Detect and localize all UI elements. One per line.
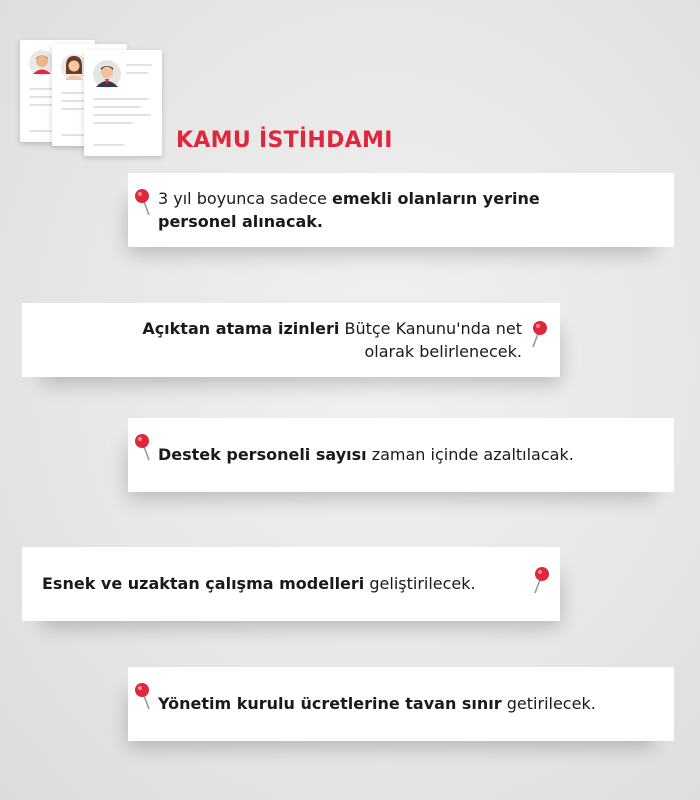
- pushpin-icon: [134, 432, 156, 462]
- pushpin-icon: [134, 187, 156, 217]
- info-card-text: 3 yıl boyunca sadece emekli olanların yerine personel alınacak.: [158, 188, 540, 231]
- info-card-1: [128, 173, 674, 247]
- pushpin-icon: [134, 681, 156, 711]
- info-card-4: [22, 547, 560, 621]
- pushpin-icon: [528, 565, 550, 595]
- info-card-5: [128, 667, 674, 741]
- info-card-text: Yönetim kurulu ücretlerine tavan sınır getirilecek.: [158, 694, 596, 714]
- resume-stack-illustration: [20, 36, 170, 166]
- pushpin-icon: [526, 319, 548, 349]
- info-card-text: Destek personeli sayısı zaman içinde azaltılacak.: [158, 445, 574, 465]
- avatar-businessman-icon: [93, 60, 121, 88]
- info-card-text: Açıktan atama izinleri Bütçe Kanunu'nda net olarak belirlenecek.: [142, 318, 522, 361]
- info-card-text: Esnek ve uzaktan çalışma modelleri geliştirilecek.: [42, 574, 476, 594]
- info-card-2: [22, 303, 560, 377]
- resume-card-front: [84, 50, 162, 156]
- page-title: KAMU İSTİHDAMI: [176, 128, 393, 153]
- info-card-3: [128, 418, 674, 492]
